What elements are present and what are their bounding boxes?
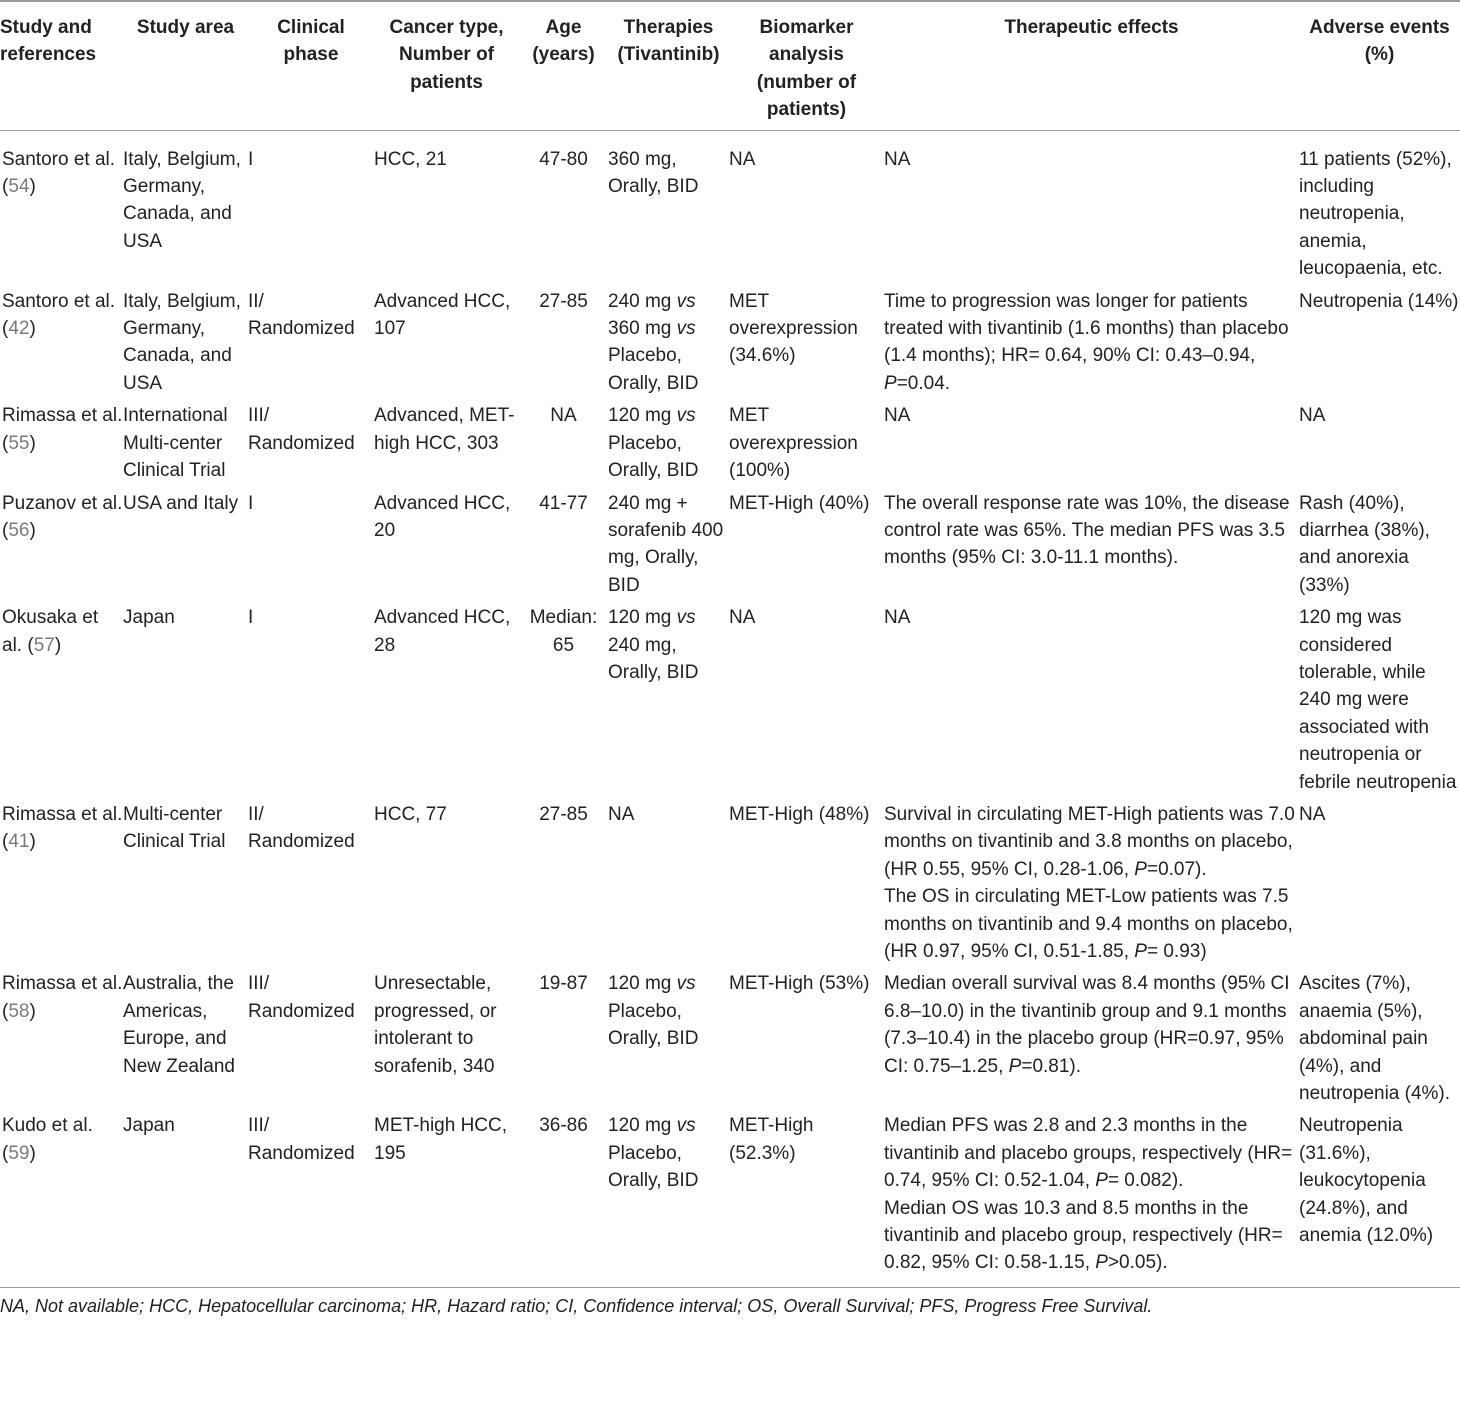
- study-name-end: ): [29, 432, 36, 454]
- cell-biomarker: NA: [729, 607, 756, 629]
- table-row: [0, 283, 1460, 398]
- cell-phase: I: [248, 492, 254, 514]
- cell-age: 27-85: [539, 803, 588, 825]
- cell-phase: III/ Randomized: [248, 1107, 374, 1287]
- cell-age: 36-86: [519, 1107, 608, 1287]
- cell-adverse: 11 patients (52%), including neutropenia, anemia, leucopaenia, etc.: [1299, 148, 1452, 280]
- reference-link[interactable]: 56: [8, 519, 30, 541]
- cell-cancer: Advanced, MET-high HCC, 303: [374, 405, 515, 454]
- cell-phase: III/ Randomized: [248, 405, 355, 454]
- reference-link[interactable]: 58: [8, 1000, 30, 1022]
- effects-text: Median PFS was 2.8 and 2.3 months in the tivantinib and placebo groups, respectively (HR= 0.74, 95% CI: 0.52-1.04, P= 0.082).: [884, 1115, 1293, 1192]
- study-name: Kudo et al. (: [2, 1115, 93, 1164]
- study-name: Rimassa et al. (: [2, 405, 123, 454]
- cell-therapy: 120 mg vs Placebo, Orally, BID: [608, 1107, 729, 1287]
- header-cancer: Cancer type, Number of patients: [374, 1, 519, 130]
- cell-therapy: 240 mg + sorafenib 400 mg, Orally, BID: [608, 492, 724, 596]
- cell-cancer: Advanced HCC, 28: [374, 607, 511, 656]
- cell-area: Japan: [123, 1107, 248, 1287]
- cell-phase: II/ Randomized: [248, 803, 355, 853]
- effects-text: NA: [884, 405, 911, 427]
- table-header-row: [0, 1, 1460, 130]
- cell-therapy: 120 mg vs 240 mg, Orally, BID: [608, 607, 699, 683]
- cell-study: [0, 599, 123, 796]
- cell-cancer: MET-high HCC, 195: [374, 1107, 519, 1287]
- cell-therapy: 360 mg, Orally, BID: [608, 148, 699, 198]
- cell-study: [0, 796, 123, 965]
- study-name-end: ): [54, 634, 62, 656]
- cell-effects: [884, 965, 1299, 1107]
- effects-text: Survival in circulating MET-High patients was 7.0 months on tivantinib and 3.8 months on placebo, (HR 0.55, 95% CI, 0.28-1.06, P=0.07).: [884, 803, 1295, 880]
- table-row: [0, 796, 1460, 965]
- header-study: Study and references: [0, 1, 123, 130]
- table-footnote: NA, Not available; HCC, Hepatocellular carcinoma; HR, Hazard ratio; CI, Confidence interval; OS, Overall Survival; PFS, Progress Free Survival.: [0, 1295, 1153, 1316]
- header-age: Age (years): [519, 1, 608, 130]
- cell-therapy: 120 mg vs Placebo, Orally, BID: [608, 405, 699, 482]
- cell-study: [0, 130, 123, 283]
- header-biomarker: Biomarker analysis (number of patients): [729, 1, 884, 130]
- cell-adverse: NA: [1299, 405, 1326, 427]
- reference-link[interactable]: 54: [8, 176, 30, 198]
- cell-effects: [884, 283, 1299, 398]
- table-row: [0, 599, 1460, 796]
- study-name-end: ): [29, 831, 36, 853]
- cell-cancer: Unresectable, progressed, or intolerant to sorafenib, 340: [374, 973, 497, 1077]
- effects-text: NA: [884, 148, 911, 170]
- effects-text: Time to progression was longer for patients treated with tivantinib (1.6 months) than placebo (1.4 months); HR= 0.64, 90% CI: 0.43–0.94, P=0.04.: [884, 290, 1289, 394]
- cell-study: [0, 1107, 123, 1287]
- table-row: [0, 1107, 1460, 1287]
- cell-age: 19-87: [539, 973, 588, 995]
- reference-link[interactable]: 55: [8, 432, 30, 454]
- cell-effects: [884, 130, 1299, 283]
- cell-adverse: Rash (40%), diarrhea (38%), and anorexia (33%): [1299, 492, 1430, 596]
- cell-biomarker: MET-High (40%): [729, 492, 870, 514]
- cell-study: [0, 283, 123, 398]
- cell-adverse: 120 mg was considered tolerable, while 240 mg were associated with neutropenia or febrile neutropenia: [1299, 607, 1457, 793]
- cell-biomarker: MET-High (52.3%): [729, 1107, 884, 1287]
- cell-study: [0, 485, 123, 600]
- cell-adverse: Neutropenia (14%): [1299, 290, 1459, 312]
- cell-age: Median: 65: [529, 607, 598, 656]
- study-name: Puzanov et al. (: [2, 492, 123, 541]
- cell-biomarker: MET overexpression (100%): [729, 405, 858, 482]
- cell-adverse: NA: [1299, 803, 1326, 825]
- header-area: Study area: [123, 1, 248, 130]
- cell-phase: I: [248, 148, 254, 170]
- cell-area: International Multi-center Clinical Trial: [123, 405, 228, 482]
- cell-phase: III/ Randomized: [248, 973, 355, 1022]
- effects-text-2: Median OS was 10.3 and 8.5 months in the tivantinib and placebo group, respectively (HR= 0.82, 95% CI: 0.58-1.15, P>0.05).: [884, 1197, 1283, 1274]
- cell-cancer: HCC, 21: [374, 148, 447, 170]
- cell-effects: [884, 1107, 1299, 1287]
- cell-adverse: Neutropenia (31.6%), leukocytopenia (24.8%), and anemia (12.0%): [1299, 1107, 1460, 1287]
- reference-link[interactable]: 57: [33, 634, 55, 656]
- cell-effects: [884, 599, 1299, 796]
- cell-therapy: 120 mg vs Placebo, Orally, BID: [608, 973, 699, 1050]
- cell-age: 47-80: [539, 148, 588, 170]
- header-therapy: Therapies (Tivantinib): [608, 1, 729, 130]
- cell-area: USA and Italy: [123, 492, 239, 514]
- cell-study: [0, 397, 123, 484]
- reference-link[interactable]: 42: [8, 318, 30, 340]
- cell-area: Australia, the Americas, Europe, and New Zealand: [123, 973, 235, 1077]
- study-name-end: ): [29, 1000, 36, 1022]
- cell-area: Italy, Belgium, Germany, Canada, and USA: [123, 290, 241, 394]
- effects-text-2: The OS in circulating MET-Low patients was 7.5 months on tivantinib and 9.4 months on placebo, (HR 0.97, 95% CI, 0.51-1.85, P= 0.93): [884, 886, 1293, 962]
- cell-biomarker: MET overexpression (34.6%): [729, 290, 858, 367]
- cell-biomarker: MET-High (48%): [729, 803, 870, 825]
- cell-effects: [884, 397, 1299, 484]
- study-name-end: ): [29, 318, 36, 340]
- cell-age: 27-85: [539, 290, 588, 312]
- cell-cancer: HCC, 77: [374, 803, 447, 825]
- table-row: [0, 965, 1460, 1107]
- study-name-end: ): [29, 1142, 36, 1164]
- cell-area: Japan: [123, 607, 175, 629]
- effects-text: The overall response rate was 10%, the disease control rate was 65%. The median PFS was 3.5 months (95% CI: 3.0-11.1 months).: [884, 492, 1290, 569]
- study-name: Rimassa et al. (: [2, 973, 123, 1022]
- cell-cancer: Advanced HCC, 20: [374, 492, 511, 541]
- table-row: [0, 130, 1460, 283]
- header-phase: Clinical phase: [248, 1, 374, 130]
- effects-text: Median overall survival was 8.4 months (95% CI 6.8–10.0) in the tivantinib group and 9.1 months (7.3–10.4) in the placebo group (HR=0.97, 95% CI: 0.75–1.25, P=0.81).: [884, 973, 1290, 1077]
- cell-phase: I: [248, 607, 254, 629]
- cell-cancer: Advanced HCC, 107: [374, 290, 511, 340]
- cell-therapy: 240 mg vs 360 mg vs Placebo, Orally, BID: [608, 290, 699, 394]
- reference-link[interactable]: 59: [8, 1142, 30, 1164]
- cell-biomarker: NA: [729, 148, 756, 170]
- table-row: [0, 397, 1460, 484]
- cell-biomarker: MET-High (53%): [729, 973, 870, 995]
- cell-age: NA: [550, 405, 577, 427]
- study-name: Santoro et al. (: [2, 290, 116, 340]
- cell-adverse: Ascites (7%), anaemia (5%), abdominal pain (4%), and neutropenia (4%).: [1299, 973, 1451, 1105]
- study-name: Santoro et al. (: [2, 148, 116, 198]
- reference-link[interactable]: 41: [8, 831, 30, 853]
- study-name: Rimassa et al. (: [2, 803, 123, 853]
- study-name-end: ): [29, 176, 36, 198]
- effects-text: NA: [884, 607, 911, 629]
- cell-therapy: NA: [608, 803, 635, 825]
- cell-study: [0, 965, 123, 1107]
- cell-effects: [884, 796, 1299, 965]
- cell-phase: II/ Randomized: [248, 290, 355, 340]
- cell-effects: [884, 485, 1299, 600]
- cell-area: Italy, Belgium, Germany, Canada, and USA: [123, 148, 241, 252]
- cell-area: Multi-center Clinical Trial: [123, 803, 226, 853]
- header-effects: Therapeutic effects: [884, 1, 1299, 130]
- header-adverse: Adverse events (%): [1299, 1, 1460, 130]
- study-name: Okusaka et al. (: [2, 607, 99, 656]
- table-row: [0, 485, 1460, 600]
- cell-age: 41-77: [539, 492, 588, 514]
- study-name-end: ): [29, 519, 36, 541]
